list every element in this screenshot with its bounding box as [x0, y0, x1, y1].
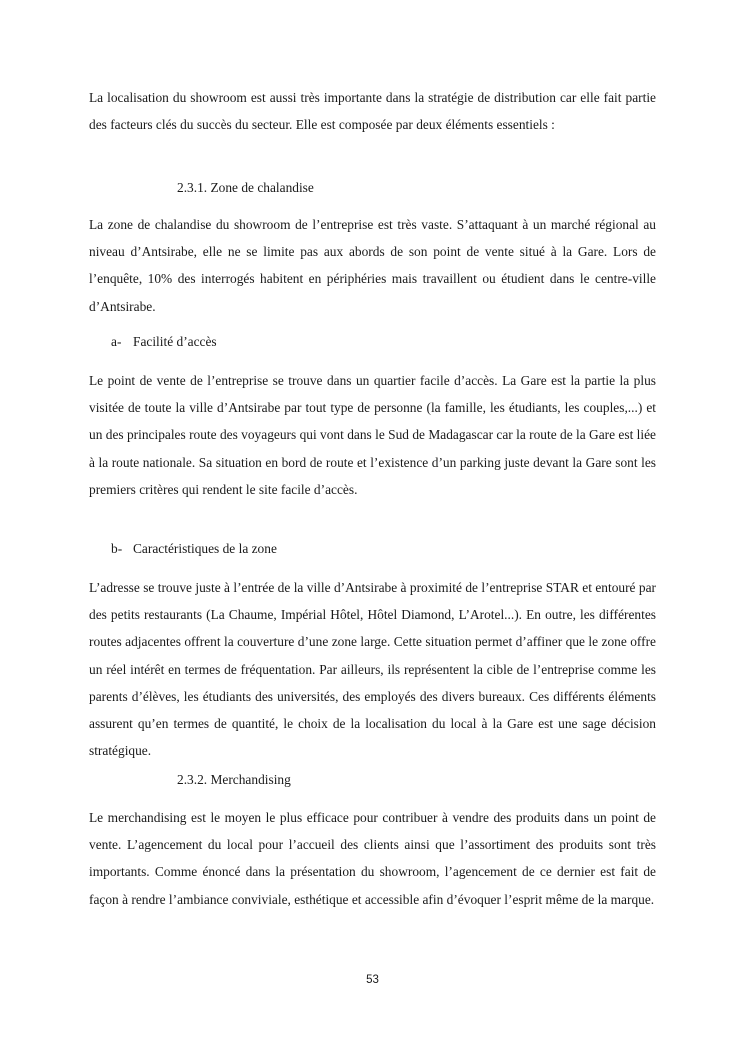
paragraph-text: L’adresse se trouve juste à l’entrée de la ville d’Antsirabe à proximité de l’entreprise STAR et entouré par des petits restaurants (La Chaume, Impérial Hôtel, Hôtel Diamond, L’Arotel...). En outre, les différentes routes adjacentes offrent la couverture d’une zone large. Cette situation permet d’affiner que le zone offre un réel intérêt en termes de fréquentation. Par ailleurs, ils représentent la cible de l’entreprise comme les parents d’élèves, les étudiants des universités, des employés des divers bureaux. Ces différents éléments assurent qu’en termes de quantité, le choix de la localisation du local à la Gare est une sage décision stratégique.	[89, 580, 656, 759]
paragraph-text: Le merchandising est le moyen le plus efficace pour contribuer à vendre des produits dans un point de vente. L’agencement du local pour l’accueil des clients ainsi que l’assortiment des produits sont très importants. Comme énoncé dans la présentation du showroom, l’agencement de ce dernier est fait de façon à rendre l’ambiance conviviale, esthétique et accessible afin d’évoquer l’esprit même de la marque.	[89, 810, 656, 907]
list-heading-text: Facilité d’accès	[133, 334, 217, 349]
list-heading-a	[89, 328, 656, 355]
paragraph-zone-chalandise	[89, 211, 656, 320]
list-heading-b	[89, 535, 656, 562]
heading-text: 2.3.2. Merchandising	[177, 772, 291, 787]
paragraph-facilite-acces	[89, 367, 656, 503]
list-marker: b-	[111, 541, 123, 556]
intro-paragraph	[89, 84, 656, 138]
paragraph-text: Le point de vente de l’entreprise se trouve dans un quartier facile d’accès. La Gare est la partie la plus visitée de toute la ville d’Antsirabe par tout type de personne (la famille, les étudiants, les couples,...) et un des principales route des voyageurs qui vont dans le Sud de Madagascar car la route de la Gare est liée à la route nationale. Sa situation en bord de route et l’existence d’un parking juste devant la Gare sont les premiers critères qui rendent le site facile d’accès.	[89, 373, 656, 497]
list-heading-text: Caractéristiques de la zone	[133, 541, 277, 556]
heading-text: 2.3.1. Zone de chalandise	[177, 180, 314, 195]
paragraph-text: La localisation du showroom est aussi très importante dans la stratégie de distribution car elle fait partie des facteurs clés du succès du secteur. Elle est composée par deux éléments essentiels :	[89, 90, 656, 133]
list-marker: a-	[111, 334, 122, 349]
paragraph-text: La zone de chalandise du showroom de l’entreprise est très vaste. S’attaquant à un marché régional au niveau d’Antsirabe, elle ne se limite pas aux abords de son point de vente situé à la Gare. Lors de l’enquête, 10% des interrogés habitent en périphéries mais travaillent ou étudient dans le centre-ville d’Antsirabe.	[89, 217, 656, 314]
paragraph-merchandising	[89, 804, 656, 913]
paragraph-caracteristiques	[89, 574, 656, 764]
section-heading-2-3-1	[89, 174, 656, 201]
section-heading-2-3-2	[89, 766, 656, 793]
page-number: 53	[366, 974, 379, 986]
